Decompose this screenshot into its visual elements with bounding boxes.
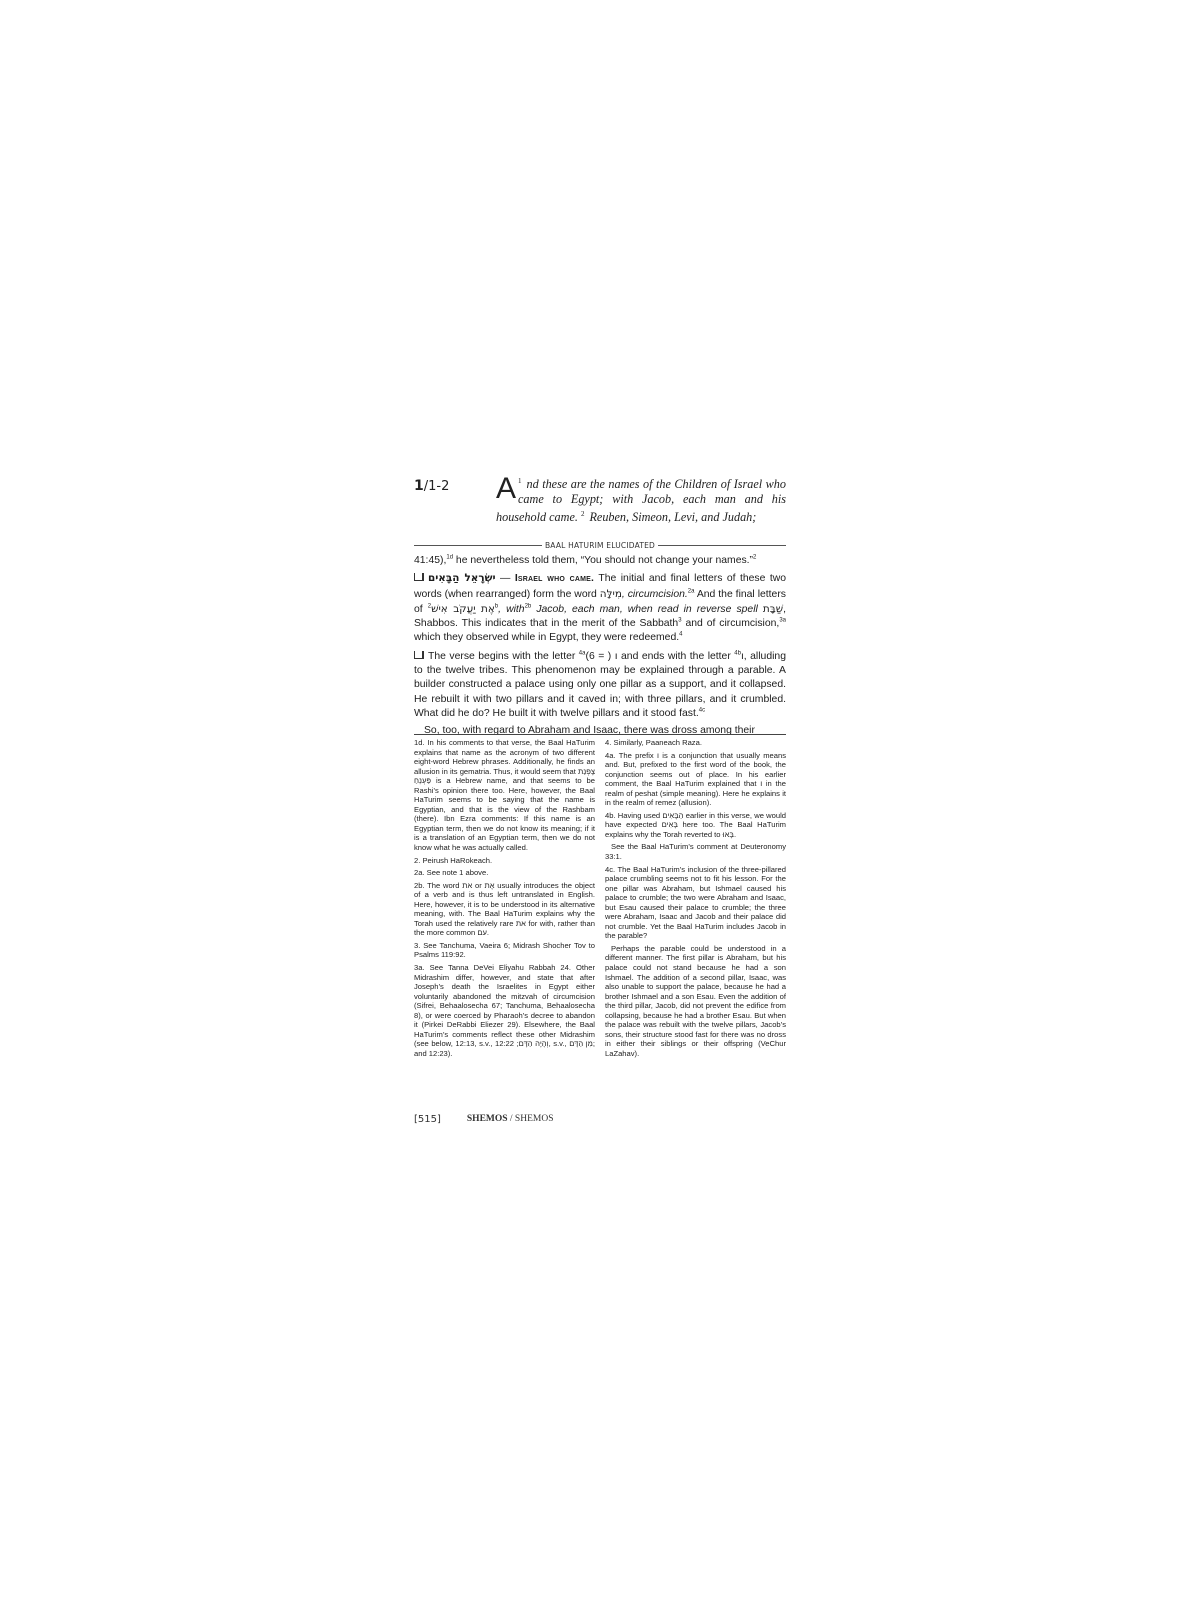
footnote-ref[interactable]: 2b	[427, 603, 499, 610]
footnote-2b: 2b. The word את or אֶת usually introduces the object of a verb and is thus left untranslated in English. Here, however, it is to be understood in its alternative meaning, with. The Baal HaTurim explains why the Torah used the relatively rare את for with, rather than the more common עם.	[414, 880, 595, 938]
divider-rule	[658, 545, 786, 546]
checkbox-bullet-icon	[414, 573, 424, 581]
footnote-ref[interactable]: 3	[678, 617, 682, 624]
hebrew-lemma: ישְׂרָאֵל הַבָּאִים	[428, 572, 496, 585]
footnote-4c-continued: Perhaps the parable could be understood in a different manner. The first pillar is Abraham, but his palace could not stand because he had a son Ishmael. The addition of a second pillar, Isaac, was also unable to support the palace, because he had a brother Ishmael and a son Esau. Even the addition of the third pillar, Jacob, did not prevent the edifice from collapsing, because he had a brother Esau. But when the palace was rebuilt with the twelve pillars, Jacob’s sons, their structure stood fast for there was no dross in either their siblings or their offspring (VeChur LaZahav).	[605, 943, 786, 1058]
footnotes	[414, 738, 786, 1062]
commentary-paragraph: So, too, with regard to Abraham and Isaac, there was dross among their	[424, 725, 755, 737]
text: —	[495, 573, 515, 585]
footnote-ref[interactable]: 3a	[779, 617, 786, 624]
book-subtitle: / SHEMOS	[507, 1114, 554, 1124]
verse-range: /1-2	[423, 479, 450, 494]
page-number: [515]	[414, 1114, 441, 1125]
footnote-2: 2. Peirush HaRokeach.	[414, 855, 493, 865]
footnote-3: 3. See Tanchuma, Vaeira 6; Midrash Shocher Tov to Psalms 119:92.	[414, 940, 595, 960]
book-page	[414, 472, 787, 1125]
text: , with	[498, 603, 525, 615]
hebrew-word: מִילָּה	[599, 587, 622, 600]
footnote-ref[interactable]: 2b	[524, 603, 532, 610]
section-divider	[414, 541, 786, 550]
book-title: SHEMOS	[466, 1114, 508, 1124]
hebrew-letter: ו	[740, 649, 744, 662]
footnote-4: 4. Similarly, Paaneach Raza.	[605, 738, 702, 747]
checkbox-bullet-icon	[414, 651, 424, 659]
text: , Shabbos. This indicates that in the merit of the Sabbath	[414, 603, 786, 630]
verse-2-text: Reuben, Simeon, Levi, and Judah;	[589, 510, 757, 525]
hebrew-phrase: אֶת יַעֲקֹב אִישׁ	[431, 602, 495, 615]
text: And the final letters of	[414, 588, 786, 615]
text: he nevertheless told them, “You should not change your names.”	[453, 555, 754, 566]
commentary-paragraph	[414, 571, 786, 645]
text: Jacob, each man, when read in reverse spell	[531, 603, 763, 615]
footnote-ref[interactable]: 4b	[734, 650, 741, 657]
divider-rule	[414, 545, 542, 546]
footnote-divider	[414, 734, 786, 735]
footnote-ref[interactable]: 4a	[578, 650, 586, 657]
footnote-4a: 4a. The prefix ו is a conjunction that usually means and. But, prefixed to the first word of the book, the conjunction seems out of place. In his earlier comment, the Baal HaTurim explained that ו in the realm of peshat (simple meaning). Here he explains it in the realm of remez (allusion).	[605, 750, 786, 808]
verse-translation	[496, 474, 786, 525]
text: which they observed while in Egypt, they were redeemed.	[414, 632, 680, 644]
verse-header	[414, 474, 786, 524]
verse-number: 2	[580, 510, 585, 519]
footnote-4b-continued: See the Baal HaTurim’s comment at Deuteronomy 33:1.	[605, 842, 786, 862]
text: The initial and final letters of these two words (when rearranged) form the word	[414, 573, 787, 600]
verse-1-text: nd these are the names of the Children of Israel who came to Egypt; with Jacob, each man and his household came.	[496, 477, 786, 525]
chapter-verse-reference	[414, 478, 449, 494]
footnote-ref[interactable]: 1d	[446, 554, 454, 561]
drop-cap: A	[496, 472, 517, 505]
footnote-ref[interactable]: 4c	[698, 707, 706, 714]
footnote-ref[interactable]: 4	[679, 632, 683, 639]
commentary-paragraph	[414, 554, 786, 568]
footnote-ref[interactable]: 2a	[687, 588, 695, 595]
commentary-paragraph	[414, 649, 786, 721]
text: , alluding to the twelve tribes. This phenomenon may be explained through a parable. A builder constructed a palace using only one pillar as a support, and it collapsed. He rebuilt it with two pillars and it caved in; with three pillars, and it crumbled. What did he do? He built it with twelve pillars and it stood fast.	[414, 650, 786, 719]
footnotes-right-column	[605, 738, 786, 1062]
footnote-4b: 4b. Having used הַבָּאִים earlier in this verse, we would have expected בָּאִים here too. The Baal HaTurim explains why the Torah reverted to בָּאוּ.	[605, 810, 787, 839]
text: The verse begins with the letter	[428, 650, 579, 662]
footnote-4c: 4c. The Baal HaTurim’s inclusion of the three-pillared palace crumbling seems not to fit his lesson. For the one pillar was Abraham, but Ishmael caused his palace to crumble; the two were Abraham and Isaac, but Esau caused their palace to crumble; the three were Abraham, Isaac and Jacob and their palace did not crumble. Yet the Baal HaTurim includes Jacob in the parable?	[605, 864, 786, 941]
hebrew-letter: ו	[614, 649, 618, 662]
lemma-heading: Israel who came.	[514, 573, 595, 585]
chapter-number: 1	[414, 478, 424, 494]
text: , circumcision.	[621, 588, 688, 600]
commentary-body	[414, 554, 786, 742]
page-footer	[414, 1114, 786, 1125]
text: 41:45),	[414, 555, 447, 566]
text: ( = 6) and ends with the letter	[585, 650, 735, 662]
footnote-2a: 2a. See note 1 above.	[414, 868, 489, 878]
hebrew-word: שַׁבָּת	[762, 602, 784, 615]
verse-number: 1	[518, 477, 522, 485]
text: and of circumcision,	[681, 618, 780, 630]
footnote-1d: 1d. In his comments to that verse, the Baal HaTurim explains that name as the acronym of two different eight-word Hebrew phrases. Additionally, he finds an allusion in its gematria. Thus, it would seem that צָפְנַת פַּעְנֵחַ is a Hebrew name, and that seems to be Rashi’s opinion there too. Here, however, the Baal HaTurim seems to be saying that the name is Egyptian, and that is the view of the Rashbam (there). Ibn Ezra comments: If this name is an Egyptian term, then we do not know its meaning; if it is a translation of an Egyptian term, then we do not know what he was actually called.	[414, 738, 595, 853]
footnotes-left-column	[414, 738, 595, 1062]
section-title: BAAL HATURIM ELUCIDATED	[544, 541, 656, 550]
running-title	[467, 1114, 554, 1125]
footnote-3a: 3a. See Tanna DeVei Eliyahu Rabbah 24. Other Midrashim differ, however, and state that after Joseph’s death the Israelites in Egypt either voluntarily abandoned the mitzvah of circumcision (Sifrei, Behaalosecha 67; Tanchuma, Behaalosecha 8), or were coerced by Pharaoh’s decree to abandon it (Pirkei DeRabbi Eliezer 29). Elsewhere, the Baal HaTurim’s comments reflect these other Midrashim (see below, 12:13, s.v., וְהָיָה הַדָּם; 12:22, s.v., מִן הַדָּם; and 12:23).	[414, 963, 595, 1058]
footnote-ref[interactable]: 2	[753, 554, 757, 561]
